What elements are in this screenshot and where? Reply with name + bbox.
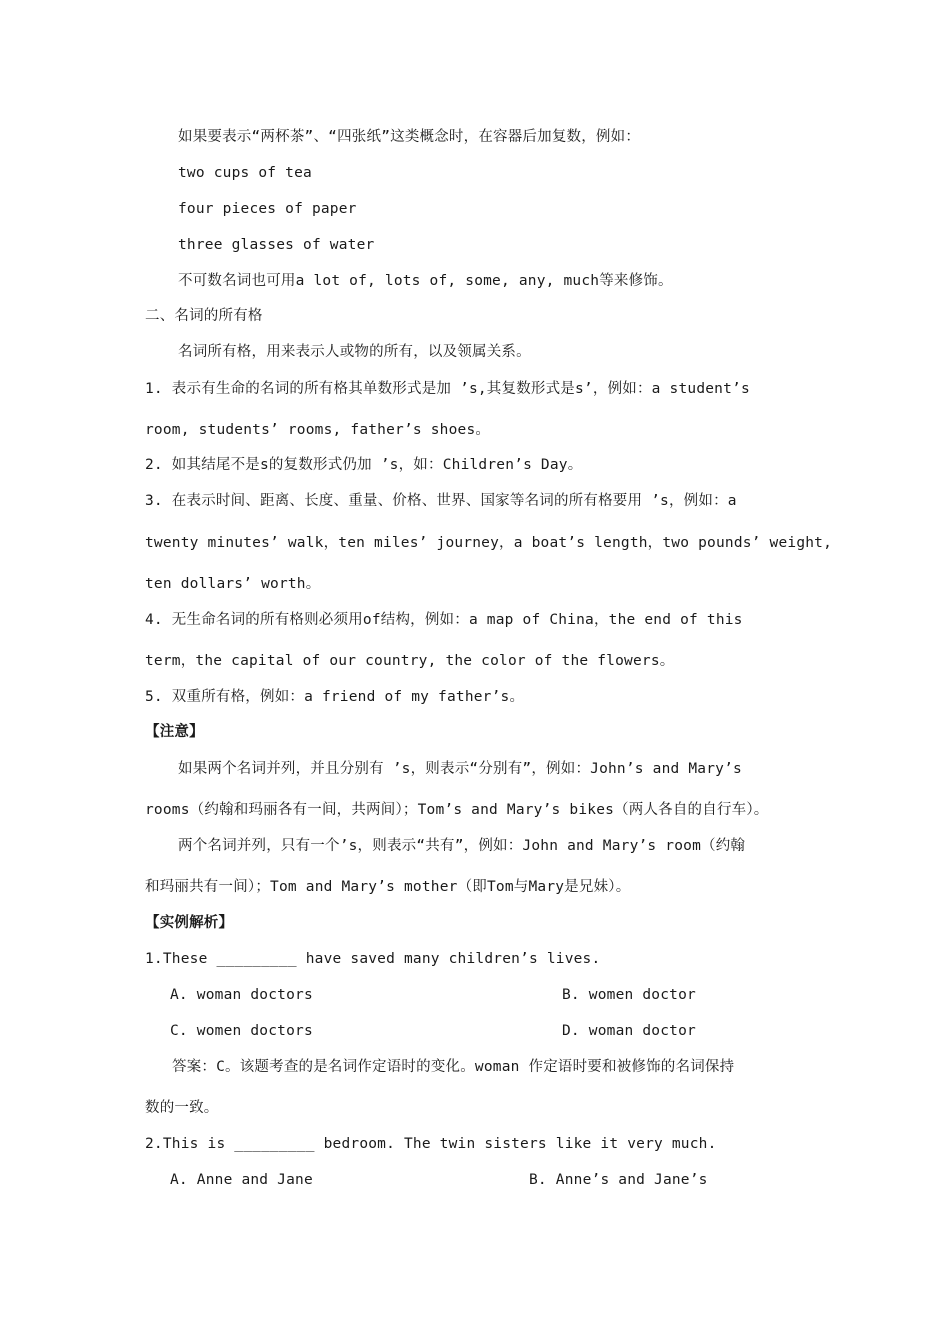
rule-3-line-1: 3. 在表示时间、距离、长度、重量、价格、世界、国家等名词的所有格要用 ’s，例如：a [145, 493, 737, 509]
intro-plural-container: 如果要表示“两杯茶”、“四张纸”这类概念时，在容器后加复数，例如： [178, 129, 641, 145]
section-description: 名词所有格，用来表示人或物的所有，以及领属关系。 [178, 344, 531, 360]
q1-answer-line-1: 答案：C。该题考查的是名词作定语时的变化。woman 作定语时要和被修饰的名词保持 [172, 1059, 735, 1075]
uncountable-note: 不可数名词也可用a lot of, lots of, some, any, much等来修饰。 [178, 273, 673, 289]
note-p1-line-1: 如果两个名词并列，并且分别有 ’s，则表示“分别有”，例如：John’s and Mary’s [178, 761, 742, 777]
rule-1-line-1: 1. 表示有生命的名词的所有格其单数形式是加 ’s,其复数形式是s’，例如：a student’s [145, 381, 750, 397]
example-line: four pieces of paper [178, 201, 357, 217]
question-2-stem: 2.This is _________ bedroom. The twin sisters like it very much. [145, 1136, 717, 1152]
rule-3-line-3: ten dollars’ worth。 [145, 576, 321, 592]
note-p2-line-1: 两个名词并列，只有一个’s，则表示“共有”，例如：John and Mary’s room（约翰 [178, 838, 746, 854]
example-line: three glasses of water [178, 237, 375, 253]
q1-option-b: B. women doctor [562, 987, 696, 1003]
q1-option-d: D. woman doctor [562, 1023, 696, 1039]
rule-3-line-2: twenty minutes’ walk，ten miles’ journey，a boat’s length，two pounds’ weight, [145, 535, 833, 551]
rule-5: 5. 双重所有格，例如：a friend of my father’s。 [145, 689, 525, 705]
note-p1-line-2: rooms（约翰和玛丽各有一间，共两间）；Tom’s and Mary’s bikes（两人各自的自行车）。 [145, 802, 769, 818]
section-heading: 二、名词的所有格 [145, 308, 263, 324]
q2-option-a: A. Anne and Jane [170, 1172, 313, 1188]
q2-option-b: B. Anne’s and Jane’s [529, 1172, 708, 1188]
q1-answer-line-2: 数的一致。 [145, 1100, 219, 1116]
example-line: two cups of tea [178, 165, 312, 181]
note-p2-line-2: 和玛丽共有一间）；Tom and Mary’s mother（即Tom与Mary是兄妹）。 [145, 879, 631, 895]
rule-2: 2. 如其结尾不是s的复数形式仍加 ’s，如：Children’s Day。 [145, 457, 583, 473]
q1-option-a: A. woman doctors [170, 987, 313, 1003]
note-heading: 【注意】 [145, 724, 204, 740]
rule-4-line-1: 4. 无生命名词的所有格则必须用of结构，例如：a map of China，the end of this [145, 612, 743, 628]
question-1-stem: 1.These _________ have saved many children’s lives. [145, 951, 601, 967]
examples-heading: 【实例解析】 [145, 915, 234, 931]
q1-option-c: C. women doctors [170, 1023, 313, 1039]
rule-1-line-2: room, students’ rooms, father’s shoes。 [145, 422, 491, 438]
rule-4-line-2: term，the capital of our country, the color of the flowers。 [145, 653, 675, 669]
